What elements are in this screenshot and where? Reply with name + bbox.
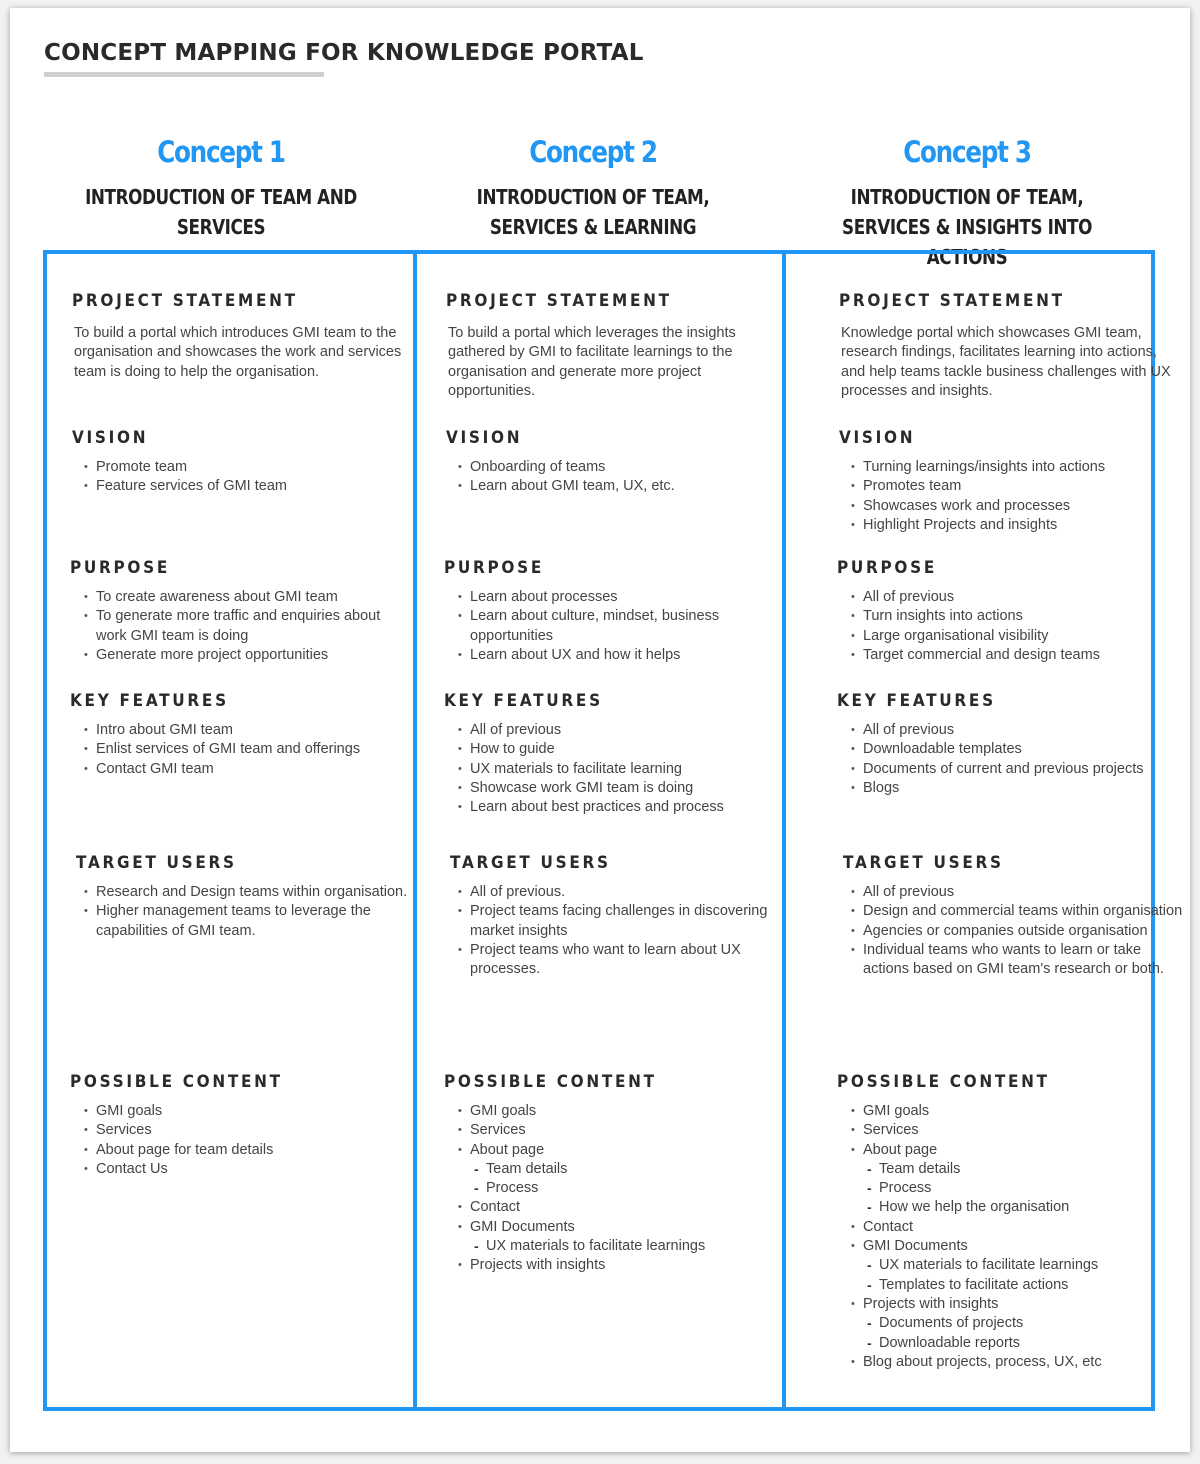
list-item: • Promotes team bbox=[839, 477, 1179, 496]
purpose-list bbox=[446, 588, 784, 665]
list-item: • Contact bbox=[839, 1218, 1177, 1237]
list-item: • Services bbox=[446, 1121, 784, 1140]
list-item: • Contact GMI team bbox=[72, 760, 410, 779]
possible-content-list bbox=[446, 1102, 784, 1276]
list-item: • Project teams who want to learn about UX processes. bbox=[446, 941, 790, 980]
possible-content-list bbox=[72, 1102, 410, 1179]
section-title: POSSIBLE CONTENT bbox=[837, 1072, 1050, 1092]
target-users-list bbox=[839, 883, 1183, 979]
list-subitem: - How we help the organisation bbox=[839, 1198, 1177, 1217]
concept-3-target-users bbox=[843, 852, 1183, 979]
key-features-list bbox=[839, 721, 1177, 798]
list-item: • Learn about best practices and process bbox=[446, 798, 784, 817]
list-item: • Enlist services of GMI team and offerings bbox=[72, 740, 410, 759]
target-users-list bbox=[72, 883, 416, 941]
concept-2-subtitle: INTRODUCTION OF TEAM, SERVICES & LEARNING bbox=[476, 185, 710, 239]
section-title: POSSIBLE CONTENT bbox=[70, 1072, 283, 1092]
concept-3-name: Concept 3 bbox=[903, 135, 1031, 169]
list-item: • Contact Us bbox=[72, 1160, 410, 1179]
list-item: • GMI goals bbox=[72, 1102, 410, 1121]
concept-2-key-features bbox=[444, 690, 784, 817]
list-subitem: - UX materials to facilitate learnings bbox=[446, 1237, 784, 1256]
section-text: To build a portal which introduces GMI team to the organisation and showcases the work and services team is doing to help the organisation. bbox=[74, 325, 402, 380]
concept-2-possible-content bbox=[444, 1071, 784, 1276]
list-item: • GMI goals bbox=[446, 1102, 784, 1121]
section-title: PROJECT STATEMENT bbox=[72, 291, 298, 311]
title-underline bbox=[44, 72, 324, 77]
list-item: • Contact bbox=[446, 1198, 784, 1217]
section-title: TARGET USERS bbox=[76, 853, 237, 873]
section-title: TARGET USERS bbox=[450, 853, 611, 873]
concept-1-header bbox=[36, 134, 406, 242]
list-item: • To create awareness about GMI team bbox=[72, 588, 410, 607]
list-item: • Generate more project opportunities bbox=[72, 646, 410, 665]
concept-1-purpose bbox=[70, 557, 410, 665]
list-item: • Promote team bbox=[72, 458, 412, 477]
list-item: • All of previous bbox=[839, 721, 1177, 740]
concept-1-project-statement bbox=[72, 290, 412, 382]
list-item: • Onboarding of teams bbox=[446, 458, 786, 477]
section-title: TARGET USERS bbox=[843, 853, 1004, 873]
concept-1-target-users bbox=[76, 852, 416, 941]
target-users-list bbox=[446, 883, 790, 979]
list-item: • Learn about GMI team, UX, etc. bbox=[446, 477, 786, 496]
list-item: • About page bbox=[446, 1141, 784, 1160]
list-item: • To generate more traffic and enquiries about work GMI team is doing bbox=[72, 607, 410, 646]
section-title: PURPOSE bbox=[70, 558, 171, 578]
concept-2-project-statement bbox=[446, 290, 786, 401]
list-item: • Design and commercial teams within organisation bbox=[839, 902, 1183, 921]
section-title: PROJECT STATEMENT bbox=[446, 291, 672, 311]
concept-3-possible-content bbox=[837, 1071, 1177, 1372]
list-item: • Intro about GMI team bbox=[72, 721, 410, 740]
section-title: KEY FEATURES bbox=[837, 691, 996, 711]
list-item: • Showcases work and processes bbox=[839, 497, 1179, 516]
list-item: • Learn about processes bbox=[446, 588, 784, 607]
list-item: • Blogs bbox=[839, 779, 1177, 798]
list-item: • Project teams facing challenges in discovering market insights bbox=[446, 902, 790, 941]
list-item: • Services bbox=[839, 1121, 1177, 1140]
concept-3-key-features bbox=[837, 690, 1177, 798]
column-divider bbox=[413, 254, 417, 1407]
list-subitem: - UX materials to facilitate learnings bbox=[839, 1256, 1177, 1275]
list-item: • Blog about projects, process, UX, etc bbox=[839, 1353, 1177, 1372]
list-item: • All of previous bbox=[839, 588, 1177, 607]
vision-list bbox=[839, 458, 1179, 535]
list-item: • Individual teams who wants to learn or take actions based on GMI team's research or both. bbox=[839, 941, 1183, 980]
concept-3-vision bbox=[839, 427, 1179, 535]
list-item: • GMI goals bbox=[839, 1102, 1177, 1121]
list-item: • All of previous. bbox=[446, 883, 790, 902]
list-item: • Target commercial and design teams bbox=[839, 646, 1177, 665]
list-item: • Large organisational visibility bbox=[839, 627, 1177, 646]
vision-list bbox=[446, 458, 786, 497]
possible-content-list bbox=[839, 1102, 1177, 1372]
concept-3-purpose bbox=[837, 557, 1177, 665]
list-item: • About page bbox=[839, 1141, 1177, 1160]
list-item: • All of previous bbox=[446, 721, 784, 740]
concept-1-possible-content bbox=[70, 1071, 410, 1179]
section-title: PURPOSE bbox=[444, 558, 545, 578]
document-sheet bbox=[10, 8, 1190, 1452]
concept-3-project-statement bbox=[839, 290, 1179, 401]
list-item: • GMI Documents bbox=[446, 1218, 784, 1237]
list-item: • Turning learnings/insights into actions bbox=[839, 458, 1179, 477]
list-item: • Agencies or companies outside organisation bbox=[839, 922, 1183, 941]
concept-2-purpose bbox=[444, 557, 784, 665]
section-text: To build a portal which leverages the insights gathered by GMI to facilitate learnings to the organisation and generate more project opportunities. bbox=[448, 325, 736, 399]
list-item: • Showcase work GMI team is doing bbox=[446, 779, 784, 798]
list-item: • Research and Design teams within organisation. bbox=[72, 883, 416, 902]
list-item: • How to guide bbox=[446, 740, 784, 759]
list-subitem: - Process bbox=[839, 1179, 1177, 1198]
section-text: Knowledge portal which showcases GMI team, research findings, facilitates learning into actions, and help teams tackle business challenges with UX processes and insights. bbox=[841, 325, 1171, 399]
concept-2-vision bbox=[446, 427, 786, 497]
section-title: PURPOSE bbox=[837, 558, 938, 578]
list-item: • Feature services of GMI team bbox=[72, 477, 412, 496]
concept-1-subtitle: INTRODUCTION OF TEAM AND SERVICES bbox=[85, 185, 357, 239]
list-item: • Higher management teams to leverage the capabilities of GMI team. bbox=[72, 902, 416, 941]
concept-1-name: Concept 1 bbox=[157, 135, 285, 169]
section-title: VISION bbox=[839, 428, 916, 448]
section-title: KEY FEATURES bbox=[444, 691, 603, 711]
section-title: KEY FEATURES bbox=[70, 691, 229, 711]
concept-3-subtitle: INTRODUCTION OF TEAM, SERVICES & INSIGHTS INTO ACTIONS bbox=[842, 185, 1092, 269]
list-subitem: - Team details bbox=[839, 1160, 1177, 1179]
list-item: • Turn insights into actions bbox=[839, 607, 1177, 626]
list-item: • Projects with insights bbox=[446, 1256, 784, 1275]
vision-list bbox=[72, 458, 412, 497]
list-item: • Downloadable templates bbox=[839, 740, 1177, 759]
page-title: CONCEPT MAPPING FOR KNOWLEDGE PORTAL bbox=[44, 40, 644, 66]
concept-2-name: Concept 2 bbox=[529, 135, 657, 169]
list-item: • Projects with insights bbox=[839, 1295, 1177, 1314]
list-subitem: - Process bbox=[446, 1179, 784, 1198]
list-item: • Documents of current and previous projects bbox=[839, 760, 1177, 779]
list-item: • UX materials to facilitate learning bbox=[446, 760, 784, 779]
list-item: • Highlight Projects and insights bbox=[839, 516, 1179, 535]
list-item: • About page for team details bbox=[72, 1141, 410, 1160]
purpose-list bbox=[839, 588, 1177, 665]
purpose-list bbox=[72, 588, 410, 665]
section-title: POSSIBLE CONTENT bbox=[444, 1072, 657, 1092]
list-item: • Learn about culture, mindset, business opportunities bbox=[446, 607, 784, 646]
list-item: • GMI Documents bbox=[839, 1237, 1177, 1256]
concept-2-target-users bbox=[450, 852, 790, 979]
list-item: • All of previous bbox=[839, 883, 1183, 902]
list-subitem: - Downloadable reports bbox=[839, 1334, 1177, 1353]
section-title: VISION bbox=[446, 428, 523, 448]
concept-1-key-features bbox=[70, 690, 410, 779]
concept-2-header bbox=[408, 134, 778, 242]
section-title: PROJECT STATEMENT bbox=[839, 291, 1065, 311]
section-title: VISION bbox=[72, 428, 149, 448]
list-subitem: - Documents of projects bbox=[839, 1314, 1177, 1333]
list-subitem: - Team details bbox=[446, 1160, 784, 1179]
key-features-list bbox=[72, 721, 410, 779]
key-features-list bbox=[446, 721, 784, 817]
concept-1-vision bbox=[72, 427, 412, 497]
list-item: • Services bbox=[72, 1121, 410, 1140]
list-subitem: - Templates to facilitate actions bbox=[839, 1276, 1177, 1295]
list-item: • Learn about UX and how it helps bbox=[446, 646, 784, 665]
